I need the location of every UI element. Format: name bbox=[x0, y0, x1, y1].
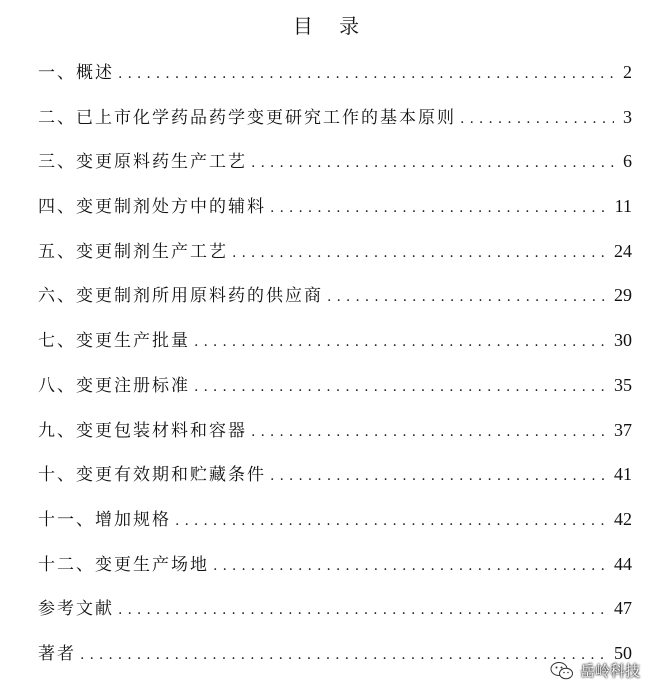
toc-entry-page: 37 bbox=[614, 419, 632, 440]
toc-entry-page: 29 bbox=[614, 285, 632, 306]
watermark-text: 岳岭科技 bbox=[579, 662, 640, 680]
toc-entry-page: 50 bbox=[614, 642, 632, 663]
toc-leader-dots bbox=[80, 641, 610, 669]
toc-entry-page: 3 bbox=[623, 106, 632, 127]
toc-entry-label: 一、概述 bbox=[38, 63, 114, 83]
toc-entry[interactable] bbox=[38, 237, 632, 282]
toc-entry-page: 47 bbox=[614, 598, 632, 619]
toc-entry-label: 九、变更包装材料和容器 bbox=[38, 420, 247, 441]
toc-entry-page: 11 bbox=[614, 196, 632, 217]
toc-entry-page: 42 bbox=[614, 508, 632, 529]
toc-entry[interactable] bbox=[38, 281, 632, 326]
toc-entry-label: 五、变更制剂生产工艺 bbox=[38, 241, 228, 262]
toc-entry-label: 十一、增加规格 bbox=[38, 509, 171, 530]
toc-entry-page: 44 bbox=[614, 553, 632, 574]
toc-entry-label: 八、变更注册标准 bbox=[38, 375, 190, 396]
toc-leader-dots bbox=[194, 328, 610, 356]
toc-leader-dots bbox=[270, 462, 610, 490]
toc-leader-dots bbox=[460, 105, 614, 133]
toc-leader-dots bbox=[194, 373, 610, 401]
toc-entry-label: 著者 bbox=[38, 643, 76, 664]
toc-entry-label: 三、变更原料药生产工艺 bbox=[38, 152, 247, 173]
toc-entry[interactable] bbox=[38, 147, 632, 192]
toc-entry[interactable] bbox=[38, 326, 632, 371]
toc-list bbox=[38, 58, 632, 684]
toc-leader-dots bbox=[175, 507, 610, 535]
toc-entry-label: 四、变更制剂处方中的辅料 bbox=[38, 197, 266, 218]
toc-entry[interactable] bbox=[38, 505, 632, 550]
wechat-icon bbox=[550, 661, 574, 681]
toc-leader-dots bbox=[213, 552, 610, 580]
toc-entry-page: 24 bbox=[614, 240, 632, 261]
toc-entry-label: 十二、变更生产场地 bbox=[38, 554, 209, 575]
toc-entry-page: 35 bbox=[614, 374, 632, 395]
watermark bbox=[550, 660, 640, 681]
toc-entry-label: 十、变更有效期和贮藏条件 bbox=[38, 465, 266, 486]
toc-title: 目 录 bbox=[292, 14, 370, 38]
toc-entry-label: 六、变更制剂所用原料药的供应商 bbox=[38, 286, 323, 307]
toc-leader-dots bbox=[270, 194, 611, 222]
toc-leader-dots bbox=[118, 60, 614, 88]
toc-entry[interactable] bbox=[38, 192, 632, 237]
toc-entry[interactable] bbox=[38, 416, 632, 461]
toc-entry[interactable] bbox=[38, 550, 632, 595]
toc-entry[interactable] bbox=[38, 639, 632, 684]
toc-entry-page: 30 bbox=[614, 330, 632, 351]
toc-entry[interactable] bbox=[38, 103, 632, 148]
toc-entry-page: 6 bbox=[623, 151, 632, 172]
toc-entry[interactable] bbox=[38, 460, 632, 505]
toc-leader-dots bbox=[327, 283, 610, 311]
toc-entry-label: 七、变更生产批量 bbox=[38, 331, 190, 352]
toc-leader-dots bbox=[118, 596, 610, 624]
toc-leader-dots bbox=[251, 149, 614, 177]
toc-entry[interactable] bbox=[38, 58, 632, 103]
toc-leader-dots bbox=[232, 239, 610, 267]
toc-entry-page: 2 bbox=[623, 62, 632, 82]
toc-entry-label: 参考文献 bbox=[38, 599, 114, 620]
toc-entry[interactable] bbox=[38, 371, 632, 416]
toc-entry-label: 二、已上市化学药品药学变更研究工作的基本原则 bbox=[38, 107, 456, 128]
toc-entry[interactable] bbox=[38, 594, 632, 639]
toc-entry-page: 41 bbox=[614, 464, 632, 485]
toc-leader-dots bbox=[251, 418, 610, 446]
